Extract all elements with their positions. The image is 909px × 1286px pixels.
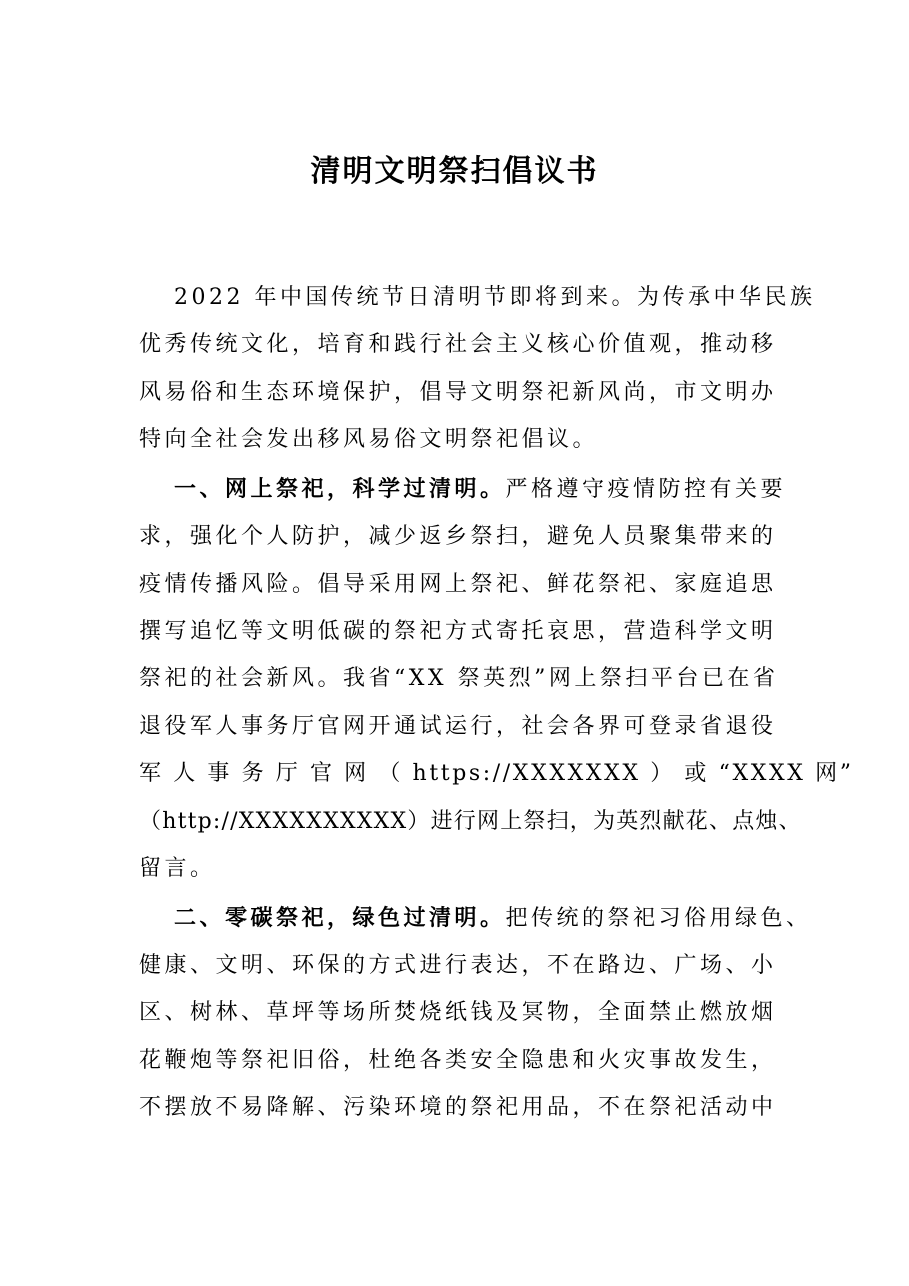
section2-text: 把传统的祭祀习俗用绿色、	[505, 906, 812, 931]
section1-heading: 一、网上祭祀，科学过清明。	[174, 477, 506, 502]
section1-line: （http://XXXXXXXXXX）进行网上祭扫，为英烈献花、点烛、	[139, 809, 802, 834]
section1-line: 留言。	[139, 856, 216, 881]
section2-line: 区、树林、草坪等场所焚烧纸钱及冥物，全面禁止燃放烟	[139, 1000, 777, 1025]
section2-line: 不摆放不易降解、污染环境的祭祀用品，不在祭祀活动中	[139, 1095, 777, 1120]
section2-first-line	[174, 904, 812, 934]
intro-line: 2022 年中国传统节日清明节即将到来。为传承中华民族	[174, 285, 816, 310]
intro-line: 特向全社会发出移风易俗文明祭祀倡议。	[139, 427, 599, 452]
section1-first-line	[174, 475, 786, 505]
intro-line: 优秀传统文化，培育和践行社会主义核心价值观，推动移	[139, 332, 777, 357]
section2-heading: 二、零碳祭祀，绿色过清明。	[174, 906, 506, 931]
intro-line: 风易俗和生态环境保护，倡导文明祭祀新风尚，市文明办	[139, 380, 777, 405]
document-title: 清明文明祭扫倡议书	[310, 154, 599, 189]
section1-line: 疫情传播风险。倡导采用网上祭祀、鲜花祭祀、家庭追思	[139, 572, 777, 597]
section2-line: 健康、文明、环保的方式进行表达，不在路边、广场、小	[139, 953, 777, 978]
section1-line: 祭祀的社会新风。我省“XX 祭英烈”网上祭扫平台已在省	[139, 666, 779, 691]
section1-line: 军 人 事 务 厅 官 网 （ https://XXXXXXX ） 或 “XXXX 网”	[139, 761, 854, 786]
section1-line: 撰写追忆等文明低碳的祭祀方式寄托哀思，营造科学文明	[139, 619, 777, 644]
section1-line: 退役军人事务厅官网开通试运行，社会各界可登录省退役	[139, 714, 777, 739]
section2-line: 花鞭炮等祭祀旧俗，杜绝各类安全隐患和火灾事故发生，	[139, 1048, 777, 1073]
section1-line: 求，强化个人防护，减少返乡祭扫，避免人员聚集带来的	[139, 524, 777, 549]
section1-text: 严格遵守疫情防控有关要	[505, 477, 787, 502]
